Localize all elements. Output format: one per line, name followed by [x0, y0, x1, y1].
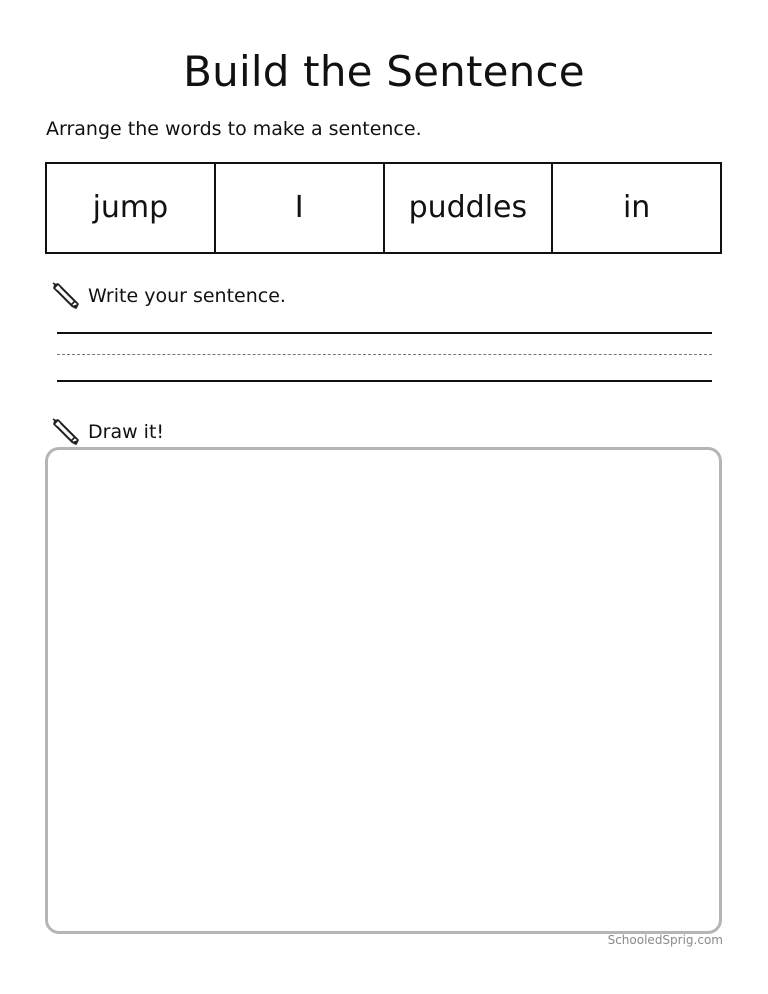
footer-credit: SchooledSprig.com: [607, 933, 723, 947]
drawing-area[interactable]: [45, 447, 722, 934]
writing-line-bottom[interactable]: [57, 380, 712, 382]
write-section-label: [50, 280, 286, 312]
instructions: Arrange the words to make a sentence.: [46, 118, 422, 140]
draw-section-text: Draw it!: [88, 421, 165, 443]
pencil-icon: [50, 280, 82, 312]
word-bank: [45, 162, 722, 254]
word-tile[interactable]: puddles: [385, 164, 554, 252]
draw-section-label: [50, 416, 164, 448]
writing-line-top[interactable]: [57, 332, 712, 334]
page-title: Build the Sentence: [183, 47, 585, 96]
word-tile[interactable]: I: [216, 164, 385, 252]
write-section-text: Write your sentence.: [88, 285, 286, 307]
writing-line-dashed: [57, 354, 712, 355]
word-tile[interactable]: in: [622, 190, 651, 225]
word-tile[interactable]: jump: [47, 164, 216, 252]
pencil-icon: [50, 416, 82, 448]
